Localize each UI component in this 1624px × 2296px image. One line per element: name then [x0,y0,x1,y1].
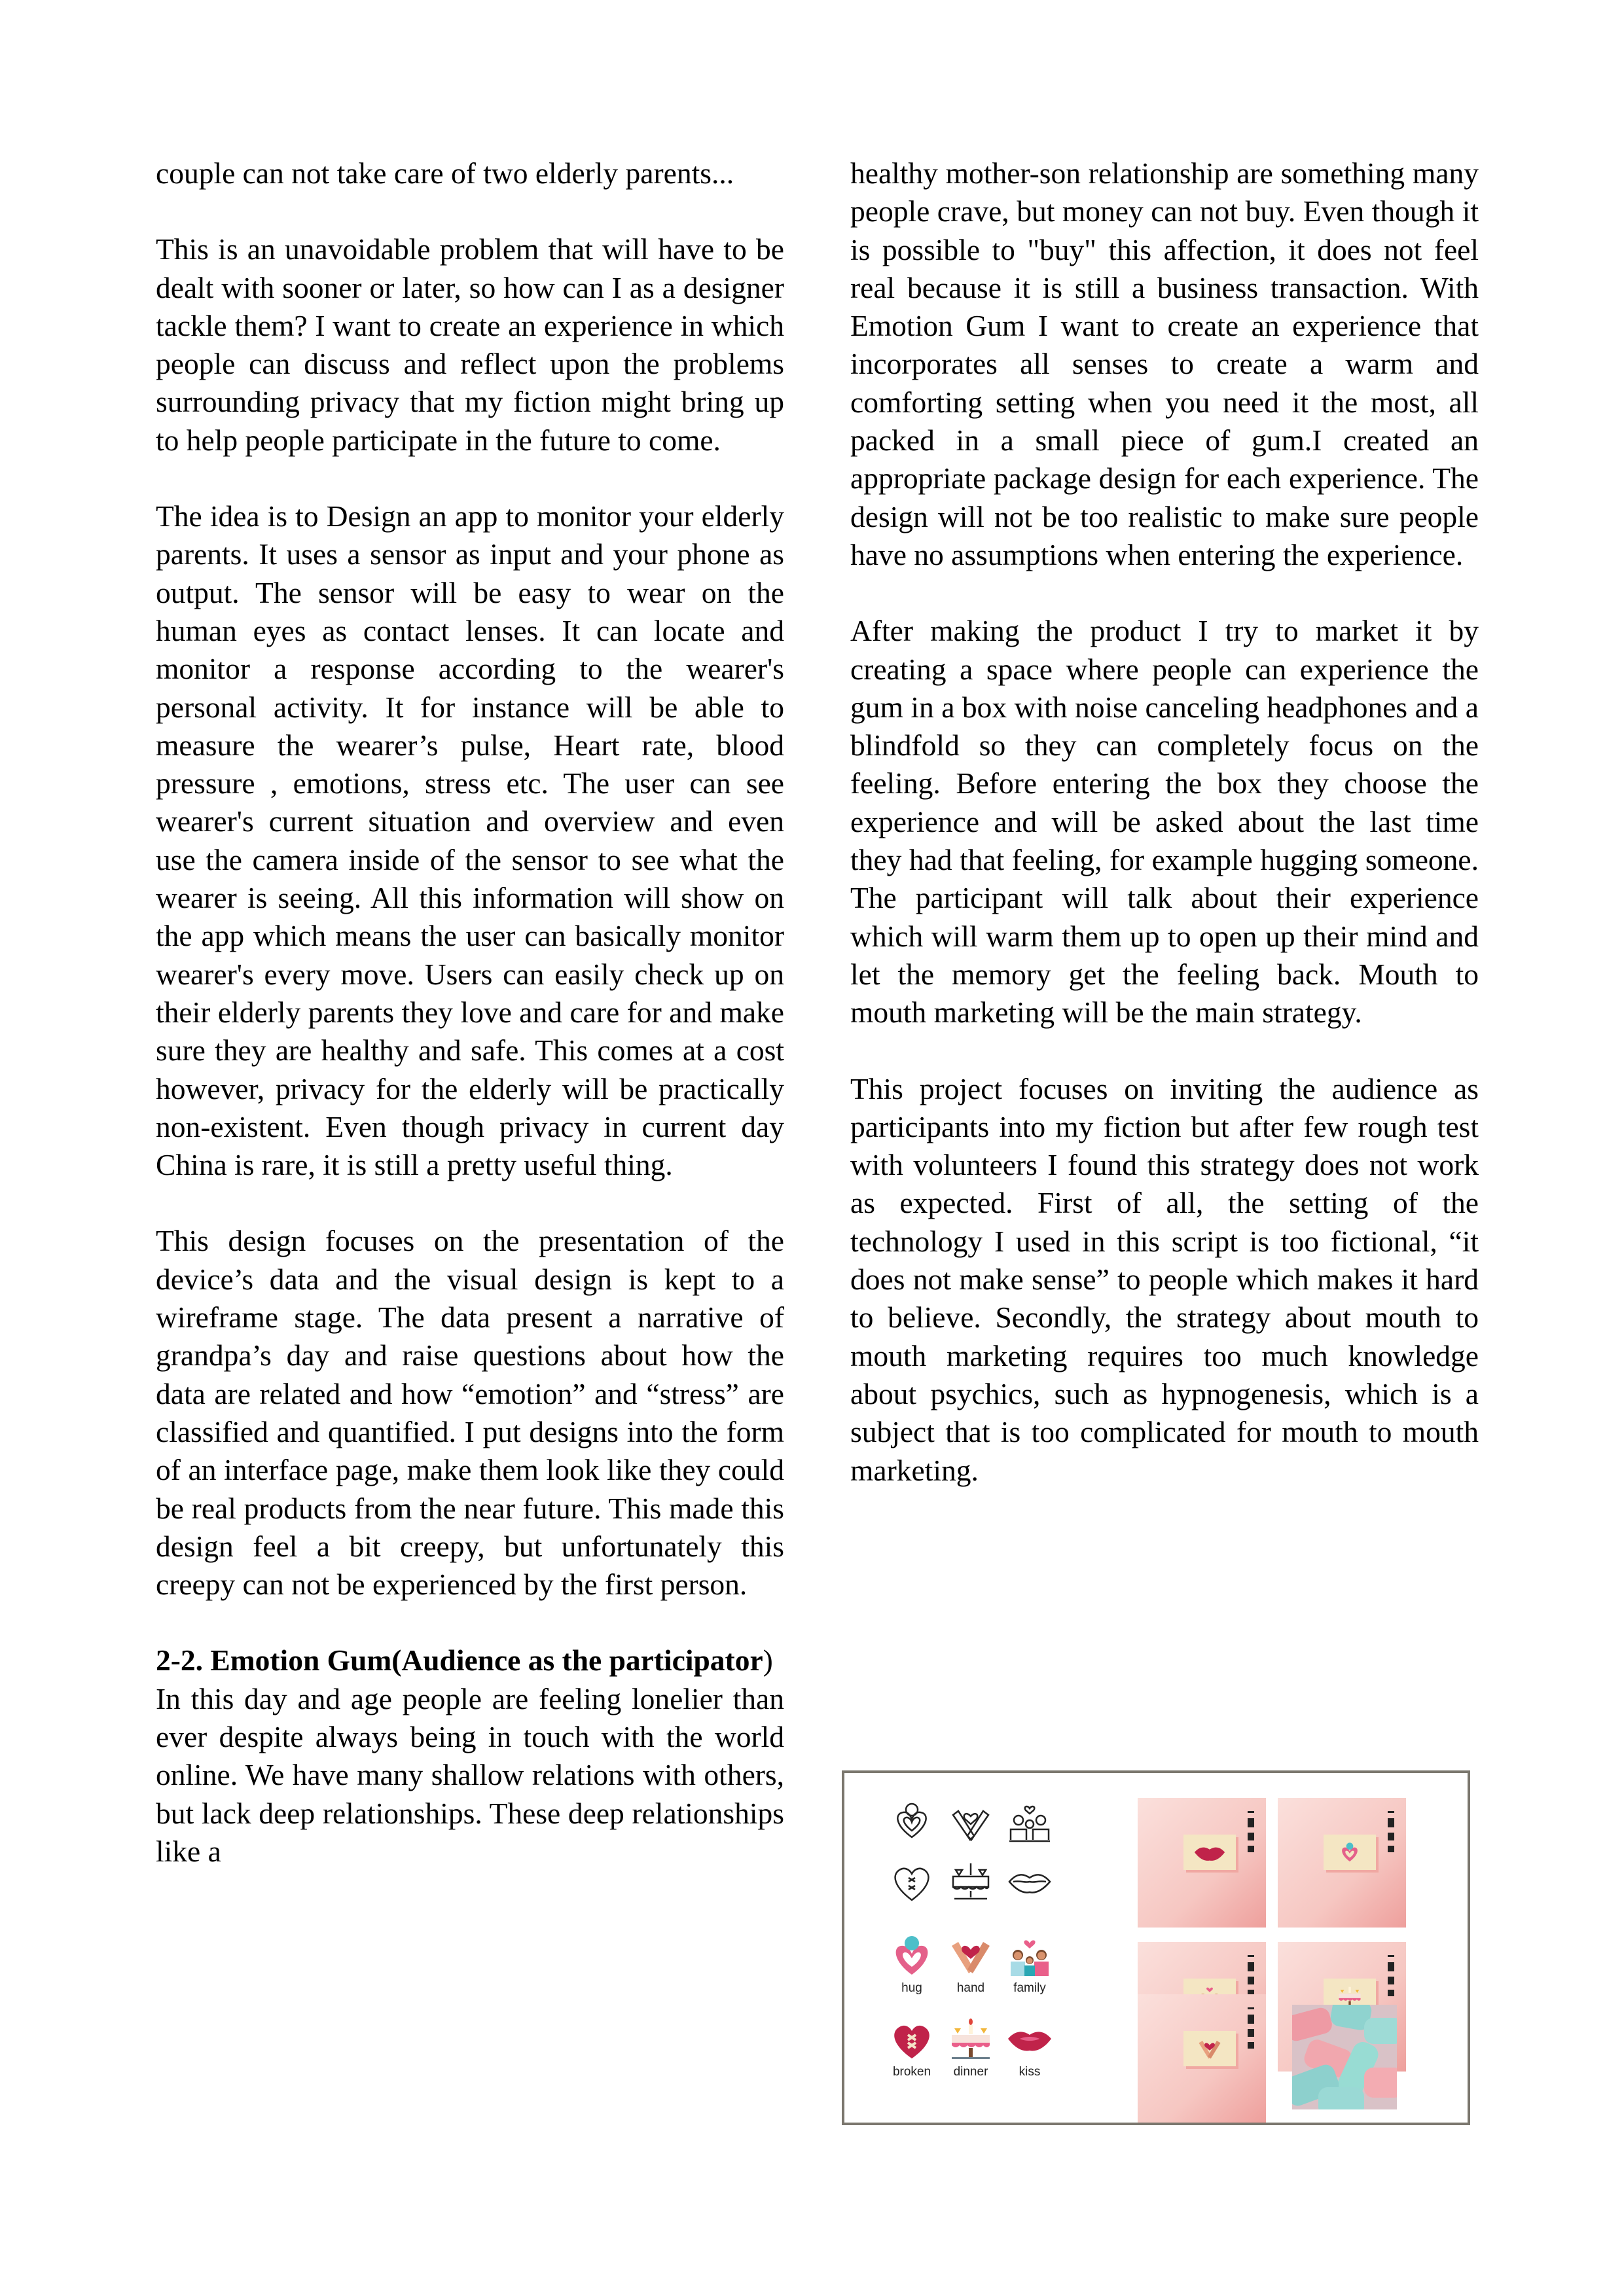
icon-label: hug [901,1981,922,1995]
hug-icon [882,1933,941,1996]
hand-icon [941,1933,1000,1996]
broken-heart-icon [882,2017,941,2079]
hug-outline-icon [882,1799,941,1845]
paragraph: This design focuses on the presentation of the device’s data and the visual design is kept to a wireframe stage. The data present a narrative of grandpa’s day and raise questions about how the data are related and how “emotion” and “stress” are classified and quantified. I put designs into the form of an interface page, make them look like they could be real products from the near future. This made this design feel a bit creepy, but unfortunately this creepy can not be experienced by the first person. [156,1224,784,1602]
package-card [1324,1835,1376,1870]
kiss-icon [1193,1843,1227,1861]
package-hug [1278,1798,1406,1928]
section-heading-paren: ) [763,1643,773,1677]
icon-label: dinner [953,2065,988,2079]
icon-label: hand [956,1981,985,1995]
family-icon [1000,1933,1059,1996]
package-card [1183,2031,1236,2066]
dinner-outline-icon [941,1858,1000,1904]
kiss-icon [1000,2017,1059,2079]
paragraph: The idea is to Design an app to monitor your elderly parents. It uses a sensor as input and your phone as output. The sensor will be easy to wear on the human eyes as contact lenses. It can locate and monitor a response according to the wearer's personal activity. It for instance will be able to measure the wearer’s pulse, Heart rate, blood pressure , emotions, stress etc. The user can see wearer's current situation and overview and even use the camera inside of the sensor to see what the wearer is seeing. All this information will show on the app which means the user can basically monitor wearer's every move. Users can easily check up on their elderly parents they love and care for and make sure they are healthy and safe. This comes at a cost however, privacy for the elderly will be practically non-existent. Even though privacy in current day China is rare, it is still a pretty useful thing. [156,499,784,1182]
package-side-marks [1248,2007,1255,2054]
gum-photo [1292,2005,1397,2109]
package-side-marks [1388,1811,1396,1857]
package-side-marks [1388,1955,1396,2001]
icon-label: kiss [1019,2065,1041,2079]
package-side-marks [1248,1811,1255,1857]
family-outline-icon [1000,1799,1059,1845]
paragraph: After making the product I try to market it by creating a space where people can experience the gum in a box with noise canceling headphones and a blindfold so they can completely focus on the feeling. Before entering the box they choose the experience and will be asked about the last time they had that feeling, for example hugging someone. The participant will talk about their experience which will warm them up to open up their mind and let the memory get the feeling back. Mouth to mouth marketing will be the main strategy. [850,614,1479,1030]
section-heading [156,1641,784,1679]
paragraph: couple can not take care of two elderly parents... [156,156,734,190]
kiss-outline-icon [1000,1858,1059,1904]
hand-icon [1197,2036,1223,2062]
hug-icon [1339,1840,1361,1865]
icon-label: broken [892,2065,931,2079]
package-card [1183,1835,1236,1870]
paragraph: healthy mother-son relationship are something many people crave, but money can not buy. Even though it is possible to "buy" this affection, it does not feel real because it is still a business transaction. With Emotion Gum I want to create an experience that incorporates all senses to create a warm and comforting setting when you need it the most, all packed in a small piece of gum.I created an appropriate package design for each experience. The design will not be too realistic to make sure people have no assumptions when entering the experience. [850,156,1479,571]
emotion-gum-figure [842,1770,1470,2125]
broken-heart-outline-icon [882,1858,941,1904]
paragraph: This is an unavoidable problem that will have to be dealt with sooner or later, so how can I as a designer tackle them? I want to create an experience in which people can discuss and reflect upon the problems surrounding privacy that my fiction might bring up to help people participate in the future to come. [156,232,784,457]
left-column [156,154,784,1871]
icon-label: family [1013,1981,1046,1995]
section-heading-text: 2-2. Emotion Gum(Audience as the participator [156,1643,763,1677]
dinner-icon [941,2017,1000,2079]
package-kiss [1138,1798,1266,1928]
package-hand [1138,1994,1266,2123]
right-column [850,154,1479,1528]
paragraph: In this day and age people are feeling lonelier than ever despite always being in touch with the world online. We have many shallow relations with others, but lack deep relationships. These deep relationships like a [156,1681,784,1868]
paragraph: This project focuses on inviting the audience as participants into my fiction but after few rough test with volunteers I found this strategy does not work as expected. First of all, the setting of the technology I used in this script is too fictional, “it does not make sense” to people which makes it hard to believe. Secondly, the strategy about mouth to mouth marketing requires too much knowledge about psychics, such as hypnogenesis, which is a subject that is too complicated for mouth to mouth marketing. [850,1071,1479,1487]
hand-outline-icon [941,1799,1000,1845]
